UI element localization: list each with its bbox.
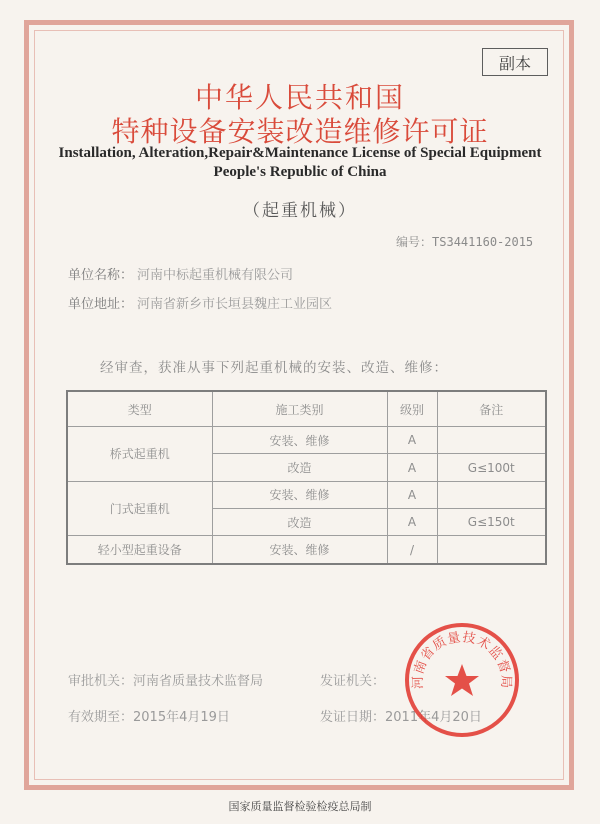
type-cell: 门式起重机 xyxy=(67,481,212,536)
title-en-line2: People's Republic of China xyxy=(213,164,387,180)
work-cell: 安装、维修 xyxy=(212,481,387,508)
issue-date-value: 2011年4月20日 xyxy=(385,710,482,725)
copy-mark: 副本 xyxy=(482,48,548,76)
type-cell: 轻小型起重设备 xyxy=(67,536,212,564)
official-seal-icon xyxy=(404,622,520,738)
note-cell xyxy=(437,536,546,564)
note-cell xyxy=(437,481,546,508)
work-cell: 安装、维修 xyxy=(212,427,387,454)
table-row xyxy=(67,481,546,508)
work-cell: 改造 xyxy=(212,454,387,481)
unit-address-value: 河南省新乡市长垣县魏庄工业园区 xyxy=(137,297,333,312)
type-cell: 桥式起重机 xyxy=(67,427,212,482)
title-en-line1: Installation, Alteration,Repair&Maintenance License of Special Equipment xyxy=(58,145,542,161)
equipment-category: （起重机械） xyxy=(243,201,357,221)
scope-table xyxy=(66,390,547,565)
issuing-organization: 国家质量监督检验检疫总局制 xyxy=(228,800,372,813)
title-cn-line1: 中华人民共和国 xyxy=(194,81,405,114)
valid-until-label: 有效期至： xyxy=(68,710,134,725)
header-note: 备注 xyxy=(437,391,546,427)
unit-name xyxy=(68,264,293,283)
table-row xyxy=(67,536,546,564)
approval-authority-label: 审批机关： xyxy=(68,674,134,689)
issue-date-label: 发证日期： xyxy=(320,710,386,725)
license-number-label: 编号： xyxy=(396,235,433,249)
approval-statement: 经审查，获准从事下列起重机械的安装、改造、维修： xyxy=(100,360,448,376)
note-cell xyxy=(437,427,546,454)
table-header-row xyxy=(67,391,546,427)
unit-name-value: 河南中标起重机械有限公司 xyxy=(137,268,294,283)
level-cell: A xyxy=(387,454,437,481)
valid-until-value: 2015年4月19日 xyxy=(133,710,230,725)
header-type: 类型 xyxy=(67,391,212,427)
note-cell: G≤150t xyxy=(437,509,546,536)
level-cell: / xyxy=(387,536,437,564)
approval-authority xyxy=(68,670,263,689)
header-level: 级别 xyxy=(387,391,437,427)
level-cell: A xyxy=(387,481,437,508)
license-number-value: TS3441160-2015 xyxy=(432,235,534,249)
issuing-authority-label: 发证机关： xyxy=(320,674,386,689)
level-cell: A xyxy=(387,509,437,536)
work-cell: 安装、维修 xyxy=(212,536,387,564)
valid-until xyxy=(68,706,230,725)
level-cell: A xyxy=(387,427,437,454)
work-cell: 改造 xyxy=(212,509,387,536)
approval-authority-value: 河南省质量技术监督局 xyxy=(133,674,264,689)
header-work: 施工类别 xyxy=(212,391,387,427)
unit-address-label: 单位地址： xyxy=(68,297,134,312)
unit-address xyxy=(68,293,332,312)
issuing-authority xyxy=(320,670,385,689)
license-number xyxy=(396,233,533,250)
seal-star-icon xyxy=(445,664,479,696)
title-cn-line2: 特种设备安装改造维修许可证 xyxy=(111,115,489,148)
table-row xyxy=(67,427,546,454)
unit-name-label: 单位名称： xyxy=(68,268,134,283)
seal-text: 河南省质量技术监督局 xyxy=(410,630,514,690)
note-cell: G≤100t xyxy=(437,454,546,481)
